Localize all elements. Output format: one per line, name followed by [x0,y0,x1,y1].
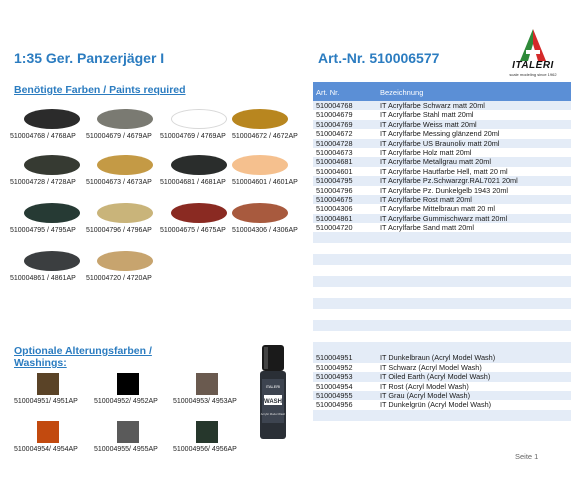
cell-art-nr: 510004679 [316,110,353,120]
table-row [313,139,571,148]
cell-bezeichnung: IT Acrylfarbe Sand matt 20ml [380,223,474,233]
wash-bottle-image [258,345,288,441]
table-row [313,223,571,232]
table-row [313,120,571,129]
cell-bezeichnung: IT Acrylfarbe Pz.Schwarzgr.RAL7021 20ml [380,176,518,186]
cell-bezeichnung: IT Rost (Acryl Model Wash) [380,381,469,391]
paint-swatch-label: 510004679 / 4679AP [86,133,152,140]
header-bezeichnung: Bezeichnung [380,88,424,97]
table-row [313,148,571,157]
kit-title: 1:35 Ger. Panzerjäger I [14,50,165,66]
empty-table-row [313,320,571,331]
wash-swatch [196,421,218,443]
table-row [313,176,571,185]
article-number-title: Art.-Nr. 510006577 [318,50,440,66]
paint-swatch [24,109,80,129]
paint-swatch [171,109,227,129]
cell-bezeichnung: IT Acrylfarbe Mittelbraun matt 20 ml [380,204,496,214]
paint-swatch [232,155,288,175]
cell-art-nr: 510004673 [316,147,353,157]
table-row [313,204,571,213]
paint-swatch [24,155,80,175]
empty-table-row [313,287,571,298]
wash-swatch [117,373,139,395]
cell-bezeichnung: IT Acrylfarbe Schwarz matt 20ml [380,101,485,110]
cell-bezeichnung: IT Acrylfarbe Weiss matt 20ml [380,119,477,129]
cell-art-nr: 510004768 [316,101,353,110]
paint-swatch [97,155,153,175]
paint-swatch-label: 510004601 / 4601AP [232,179,298,186]
cell-bezeichnung: IT Acrylfarbe US Braunoliv matt 20ml [380,138,500,148]
paint-swatch-label: 510004675 / 4675AP [160,227,226,234]
paint-swatch-label: 510004672 / 4672AP [232,133,298,140]
cell-bezeichnung: IT Acrylfarbe Pz. Dunkelgelb 1943 20ml [380,185,509,195]
table-row [313,101,571,110]
cell-bezeichnung: IT Acrylfarbe Stahl matt 20ml [380,110,474,120]
svg-text:WASH: WASH [264,399,282,405]
empty-table-row [313,331,571,342]
paint-swatch-label: 510004673 / 4673AP [86,179,152,186]
paint-swatch-label: 510004728 / 4728AP [10,179,76,186]
cell-art-nr: 510004601 [316,166,353,176]
cell-art-nr: 510004769 [316,119,353,129]
cell-art-nr: 510004675 [316,194,353,204]
logo-tagline: scale modeling since 1962 [509,72,557,77]
paint-swatch-label: 510004306 / 4306AP [232,227,298,234]
paint-swatch [24,251,80,271]
empty-table-row [313,265,571,276]
paint-rows [313,101,571,232]
cell-art-nr: 510004720 [316,223,353,233]
paint-swatch-label: 510004768 / 4768AP [10,133,76,140]
table-row [313,167,571,176]
italeri-a-icon [502,28,564,62]
cell-art-nr: 510004728 [316,138,353,148]
paint-swatch-label: 510004796 / 4796AP [86,227,152,234]
cell-bezeichnung: IT Grau (Acryl Model Wash) [380,391,471,401]
paint-swatch-label: 510004681 / 4681AP [160,179,226,186]
empty-table-row [313,254,571,265]
cell-bezeichnung: IT Acrylfarbe Rost matt 20ml [380,194,472,204]
wash-rows [313,353,571,409]
cell-art-nr: 510004952 [316,362,353,372]
cell-bezeichnung: IT Acrylfarbe Hautfarbe Hell, matt 20 ml [380,166,508,176]
paint-swatch [171,203,227,223]
empty-table-row [313,421,571,432]
cell-art-nr: 510004951 [316,353,353,363]
paint-swatch [97,251,153,271]
svg-text:ITALERI: ITALERI [265,384,281,389]
wash-swatch [196,373,218,395]
cell-bezeichnung: IT Acrylfarbe Gummischwarz matt 20ml [380,213,508,223]
table-header [313,82,571,101]
paint-swatch-label: 510004720 / 4720AP [86,275,152,282]
paint-swatch [232,203,288,223]
cell-bezeichnung: IT Acrylfarbe Holz matt 20ml [380,147,472,157]
paint-swatch [232,109,288,129]
empty-table-row [313,276,571,287]
cell-art-nr: 510004953 [316,372,353,382]
cell-art-nr: 510004861 [316,213,353,223]
wash-swatch-label: 510004954/ 4954AP [14,446,78,453]
empty-table-row [313,309,571,320]
cell-art-nr: 510004954 [316,381,353,391]
cell-bezeichnung: IT Dunkelbraun (Acryl Model Wash) [380,353,496,363]
cell-art-nr: 510004955 [316,391,353,401]
empty-table-row [313,410,571,421]
cell-bezeichnung: IT Schwarz (Acryl Model Wash) [380,362,482,372]
cell-bezeichnung: IT Dunkelgrün (Acryl Model Wash) [380,400,492,410]
table-row [313,110,571,119]
paint-swatch [97,203,153,223]
washes-heading-line1: Optionale Alterungsfarben / [14,345,152,357]
paint-swatch [24,203,80,223]
table-row [313,400,571,409]
cell-art-nr: 510004306 [316,204,353,214]
paint-swatch-label: 510004769 / 4769AP [160,133,226,140]
svg-text:Acrylic Model Wash: Acrylic Model Wash [260,412,286,416]
table-row [313,353,571,362]
cell-bezeichnung: IT Oiled Earth (Acryl Model Wash) [380,372,491,382]
cell-bezeichnung: IT Acrylfarbe Metallgrau matt 20ml [380,157,491,167]
wash-swatch-label: 510004953/ 4953AP [173,398,237,405]
article-table [313,82,571,432]
washes-heading-line2: Washings: [14,357,67,369]
wash-swatch-label: 510004955/ 4955AP [94,446,158,453]
logo-wordmark: ITALERI [512,60,554,71]
wash-swatch-label: 510004956/ 4956AP [173,446,237,453]
cell-art-nr: 510004681 [316,157,353,167]
table-row [313,214,571,223]
paint-swatch [97,109,153,129]
table-row [313,372,571,381]
cell-bezeichnung: IT Acrylfarbe Messing glänzend 20ml [380,129,500,139]
wash-swatch [117,421,139,443]
wash-swatch [37,421,59,443]
cell-art-nr: 510004796 [316,185,353,195]
paint-swatch-label: 510004795 / 4795AP [10,227,76,234]
paint-swatch-label: 510004861 / 4861AP [10,275,76,282]
paints-heading: Benötigte Farben / Paints required [14,84,186,96]
wash-swatch-label: 510004951/ 4951AP [14,398,78,405]
empty-table-row [313,232,571,243]
empty-rows-tail [313,410,571,432]
header-art-nr: Art. Nr. [316,88,340,97]
wash-swatch-label: 510004952/ 4952AP [94,398,158,405]
empty-table-row [313,342,571,353]
paint-swatch [171,155,227,175]
italeri-logo [502,28,564,78]
page-number: Seite 1 [515,452,539,461]
table-row [313,129,571,138]
table-row [313,363,571,372]
empty-table-row [313,298,571,309]
empty-rows [313,232,571,353]
cell-art-nr: 510004956 [316,400,353,410]
empty-table-row [313,243,571,254]
table-row [313,186,571,195]
table-row [313,157,571,166]
table-row [313,382,571,391]
table-row [313,195,571,204]
cell-art-nr: 510004795 [316,176,353,186]
table-row [313,391,571,400]
cell-art-nr: 510004672 [316,129,353,139]
wash-swatch [37,373,59,395]
